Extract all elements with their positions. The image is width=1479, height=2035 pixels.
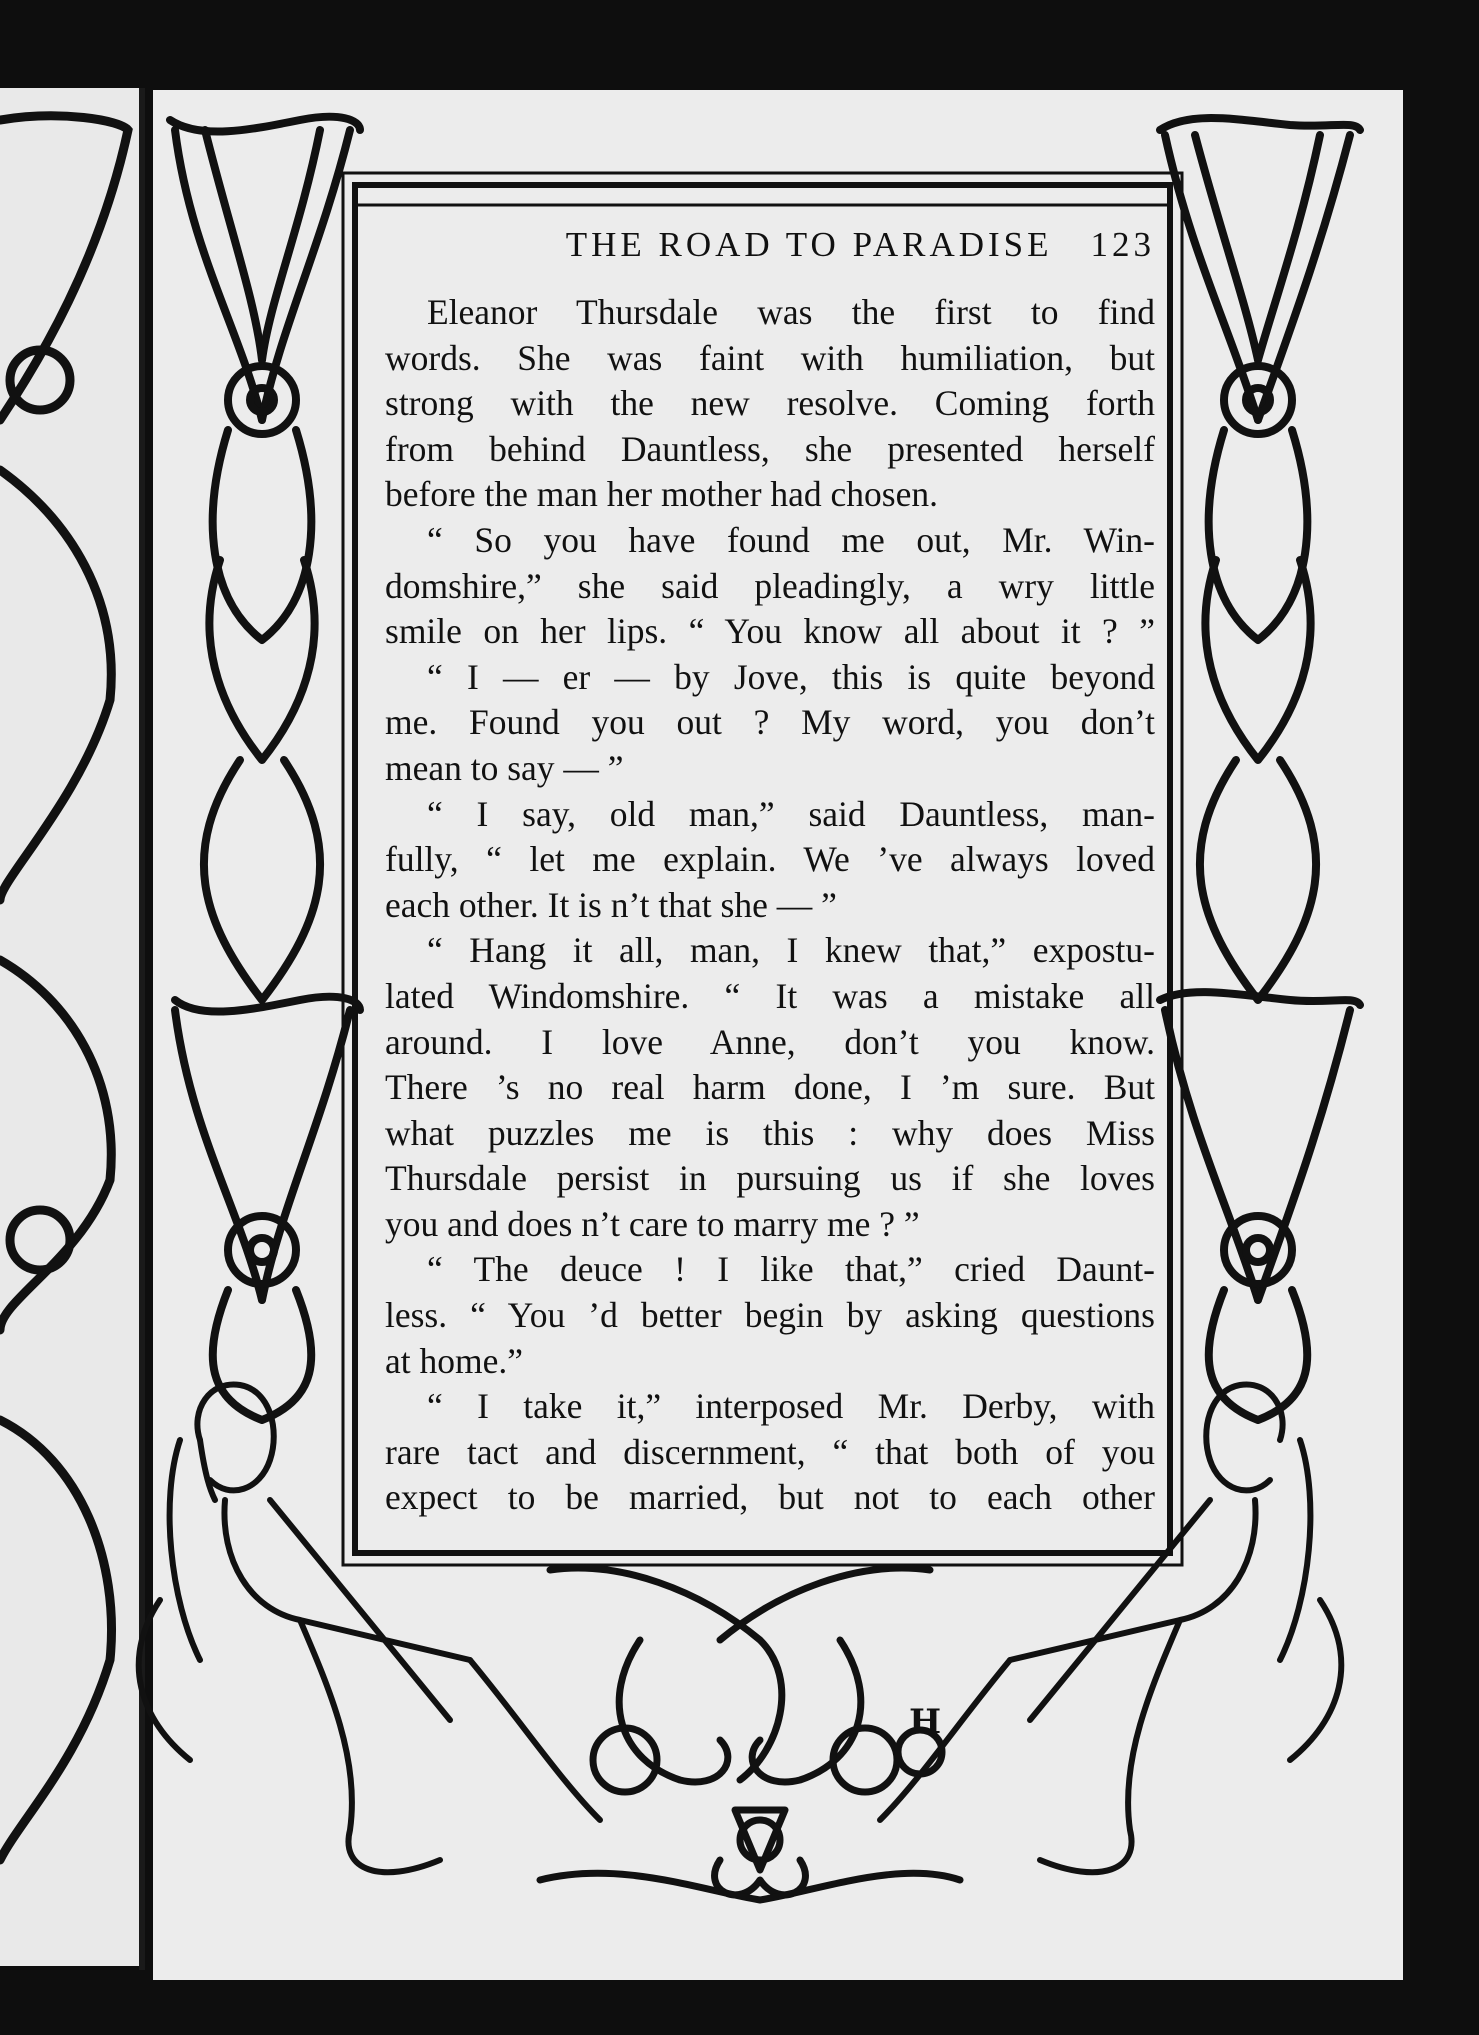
text-line: strong with the new resolve. Coming forth [385, 383, 1155, 424]
text-line: “ So you have found me out, Mr. Win- [427, 519, 1155, 560]
page-number: 123 [1090, 225, 1155, 264]
text-line: “ I say, old man,” said Dauntless, man- [427, 793, 1155, 834]
text-line: words. She was faint with humiliation, but [385, 337, 1155, 378]
text-line: Thursdale persist in pursuing us if she loves [385, 1158, 1155, 1199]
text-line: before the man her mother had chosen. [385, 474, 938, 515]
text-line: me. Found you out ? My word, you don’t [385, 702, 1155, 743]
bottom-scroll-ornament [540, 1568, 960, 1900]
text-line: rare tact and discernment, “ that both of you [385, 1431, 1155, 1472]
running-head [355, 221, 1155, 269]
text-line: around. I love Anne, don’t you know. [385, 1021, 1155, 1062]
text-line: mean to say — ” [385, 747, 624, 788]
text-line: what puzzles me is this : why does Miss [385, 1112, 1155, 1153]
text-line: from behind Dauntless, she presented herself [385, 428, 1155, 469]
running-title: THE ROAD TO PARADISE [565, 225, 1053, 264]
text-line: domshire,” she said pleadingly, a wry little [385, 565, 1155, 606]
text-line: smile on her lips. “ You know all about it ? ” [385, 611, 1155, 652]
text-line: less. “ You ’d better begin by asking questions [385, 1295, 1155, 1336]
text-line: “ Hang it all, man, I knew that,” expostu- [427, 930, 1155, 971]
text-line: “ I — er — by Jove, this is quite beyond [427, 656, 1155, 697]
text-line: “ I take it,” interposed Mr. Derby, with [427, 1386, 1155, 1427]
left-pillar-ornament [170, 117, 360, 1420]
text-line: expect to be married, but not to each other [385, 1477, 1155, 1518]
left-page-ornament [0, 116, 128, 1860]
text-line: each other. It is n’t that she — ” [385, 884, 837, 925]
text-line: There ’s no real harm done, I ’m sure. But [385, 1067, 1155, 1108]
text-line: Eleanor Thursdale was the first to find [427, 292, 1155, 332]
body-text [385, 290, 1155, 1521]
text-line: fully, “ let me explain. We ’ve always loved [385, 839, 1155, 880]
artist-monogram: H [908, 1702, 942, 1742]
text-line: lated Windomshire. “ It was a mistake all [385, 975, 1155, 1016]
right-pillar-ornament [1160, 118, 1360, 1420]
text-line: “ The deuce ! I like that,” cried Daunt- [427, 1249, 1155, 1290]
text-line: you and does n’t care to marry me ? ” [385, 1203, 920, 1244]
text-panel [355, 185, 1170, 1555]
text-line: at home.” [385, 1340, 523, 1381]
